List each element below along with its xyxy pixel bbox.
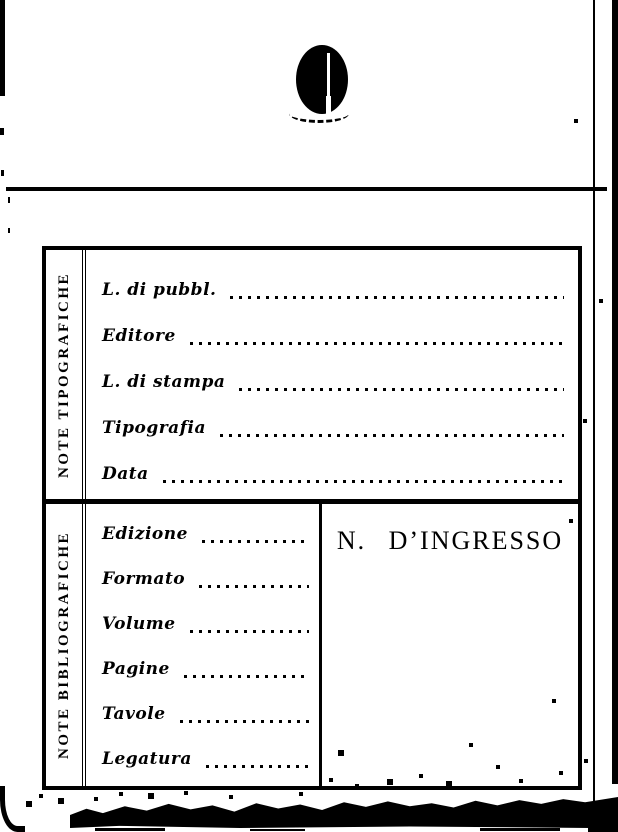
field-label: Legatura — [102, 749, 192, 769]
scan-speckle-dots — [0, 0, 2, 2]
section-title-vertical: NOTE BIBLIOGRAFICHE — [55, 531, 72, 759]
scan-corner-smudge — [0, 786, 25, 832]
field-row-legatura — [102, 737, 309, 782]
scan-noise-dash — [480, 828, 560, 831]
field-label: L. di pubbl. — [102, 279, 217, 300]
scan-edge-left-mark — [0, 0, 5, 96]
section-bibliographic-notes — [46, 504, 578, 786]
side-label-column — [46, 504, 86, 786]
field-row-editore — [102, 313, 564, 359]
entry-dotted-line — [230, 296, 564, 299]
ingresso-panel — [322, 504, 578, 786]
bibliographic-body — [86, 504, 578, 786]
scan-noise-dash — [95, 828, 165, 831]
entry-dotted-line — [190, 342, 564, 345]
scan-edge-left-speck — [1, 170, 4, 176]
field-label: Volume — [102, 614, 176, 634]
entry-dotted-line — [202, 540, 309, 543]
section-title-vertical: NOTE TIPOGRAFICHE — [55, 271, 72, 478]
scan-noise-dash — [588, 822, 618, 832]
scan-noise-band — [70, 797, 618, 828]
entry-dotted-line — [190, 630, 309, 633]
entry-dotted-line — [206, 765, 309, 768]
field-label: Editore — [102, 325, 176, 346]
field-label: L. di stampa — [102, 371, 226, 392]
scan-edge-left-tick — [8, 197, 10, 203]
ingresso-heading: N. D’INGRESSO — [336, 526, 564, 555]
field-row-luogo-pubblicazione — [102, 267, 564, 313]
scan-edge-left-speck — [0, 128, 4, 135]
scan-edge-left-tick — [8, 228, 10, 233]
field-label: Formato — [102, 569, 186, 589]
field-row-luogo-stampa — [102, 359, 564, 405]
field-row-tipografia — [102, 405, 564, 451]
catalog-card — [42, 246, 582, 790]
bibliographic-fields — [86, 504, 319, 786]
entry-dotted-line — [199, 585, 309, 588]
field-label: Tavole — [102, 704, 166, 724]
entry-dotted-line — [163, 480, 564, 483]
field-label: Data — [102, 463, 149, 484]
scan-noise-dash — [250, 829, 305, 831]
field-row-tavole — [102, 692, 309, 737]
field-row-data — [102, 451, 564, 497]
side-label-column — [46, 250, 86, 499]
field-label: Edizione — [102, 524, 188, 544]
field-row-edizione — [102, 512, 309, 557]
entry-dotted-line — [180, 720, 309, 723]
scan-edge-right-band — [612, 0, 618, 784]
entry-dotted-line — [220, 434, 564, 437]
typographic-fields — [86, 250, 578, 499]
field-row-formato — [102, 557, 309, 602]
ink-blot-smudge-arc — [289, 104, 349, 123]
entry-dotted-line — [184, 675, 309, 678]
section-typographic-notes — [46, 250, 578, 499]
field-row-volume — [102, 602, 309, 647]
field-label: Tipografia — [102, 417, 206, 438]
ink-blot-white-slit — [327, 53, 330, 97]
field-label: Pagine — [102, 659, 170, 679]
horizontal-rule — [6, 187, 607, 191]
scan-edge-right-line — [593, 0, 595, 812]
field-row-pagine — [102, 647, 309, 692]
entry-dotted-line — [239, 388, 564, 391]
